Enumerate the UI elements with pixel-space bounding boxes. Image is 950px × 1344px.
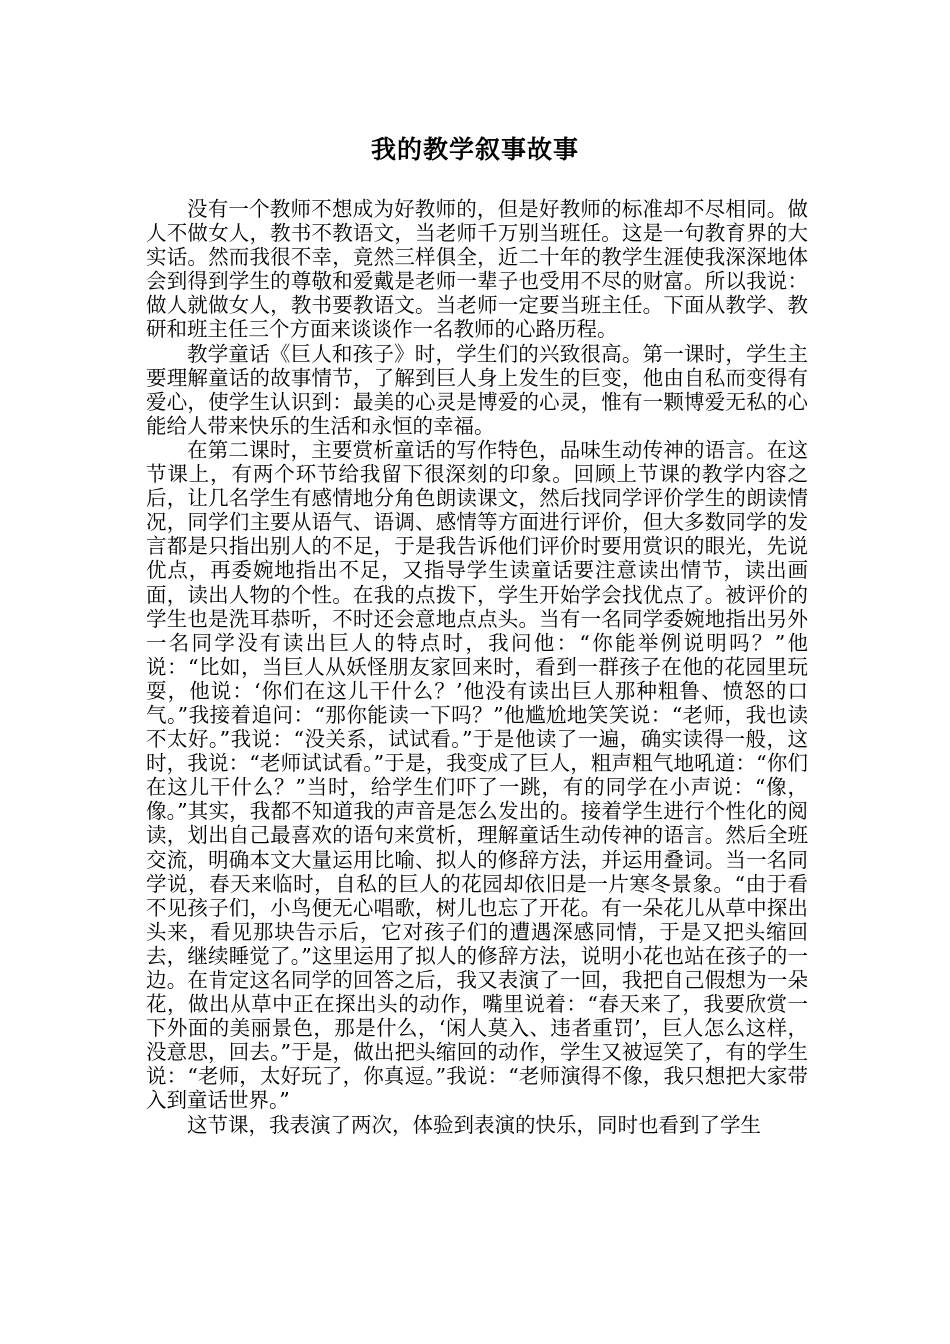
paragraph-intro: 没有一个教师不想成为好教师的，但是好教师的标准却不尽相同。做人不做女人，教书不教语文，当老师千万别当班任。这是一句教育界的大实话。然而我很不幸，竟然三样俱全，近二十年的教学生涯使我深深地体会到得到学生的尊敬和爱戴是老师一辈子也受用不尽的财富。所以我说：做人就做女人，教书要教语文。当老师一定要当班主任。下面从教学、教研和班主任三个方面来谈谈作一名教师的心路历程。 xyxy=(146,197,808,342)
paragraph-first-lesson: 教学童话《巨人和孩子》时，学生们的兴致很高。第一课时，学生主要理解童话的故事情节，了解到巨人身上发生的巨变，他由自私而变得有爱心，使学生认识到：最美的心灵是博爱的心灵，惟有一颗博爱无私的心能给人带来快乐的生活和永恒的幸福。 xyxy=(146,341,808,438)
paragraph-second-lesson: 在第二课时，主要赏析童话的写作特色，品味生动传神的语言。在这节课上，有两个环节给我留下很深刻的印象。回顾上节课的教学内容之后，让几名学生有感情地分角色朗读课文，然后找同学评价学生的朗读情况，同学们主要从语气、语调、感情等方面进行评价，但大多数同学的发言都是只指出别人的不足，于是我告诉他们评价时要用赏识的眼光，先说优点，再委婉地指出不足，又指导学生读童话要注意读出情节，读出画面，读出人物的个性。在我的点拨下，学生开始学会找优点了。被评价的学生也是洗耳恭听，不时还会意地点点头。当有一名同学委婉地指出另外一名同学没有读出巨人的特点时，我问他：“你能举例说明吗？”他说：“比如，当巨人从妖怪朋友家回来时，看到一群孩子在他的花园里玩耍，他说：‘你们在这儿干什么？’他没有读出巨人那种粗鲁、愤怒的口气。”我接着追问：“那你能读一下吗？”他尴尬地笑笑说：“老师，我也读不太好。”我说：“没关系，试试看。”于是他读了一遍，确实读得一般，这时，我说：“老师试试看。”于是，我变成了巨人，粗声粗气地吼道：“你们在这儿干什么？”当时，给学生们吓了一跳，有的同学在小声说：“像，像。”其实，我都不知道我的声音是怎么发出的。接着学生进行个性化的阅读，划出自己最喜欢的语句来赏析，理解童话生动传神的语言。然后全班交流，明确本文大量运用比喻、拟人的修辞方法，并运用叠词。当一名同学说，春天来临时，自私的巨人的花园却依旧是一片寒冬景象。“由于看不见孩子们，小鸟便无心唱歌，树儿也忘了开花。有一朵花儿从草中探出头来，看见那块告示后，它对孩子们的遭遇深感同情，于是又把头缩回去，继续睡觉了。”这里运用了拟人的修辞方法，说明小花也站在孩子的一边。在肯定这名同学的回答之后，我又表演了一回，我把自己假想为一朵花，做出从草中正在探出头的动作，嘴里说着：“春天来了，我要欣赏一下外面的美丽景色，那是什么，‘闲人莫入、违者重罚’，巨人怎么这样，没意思，回去。”于是，做出把头缩回的动作，学生又被逗笑了，有的学生说：“老师，太好玩了，你真逗。”我说：“老师演得不像，我只想把大家带入到童话世界。” xyxy=(146,437,808,1113)
document-body xyxy=(146,197,808,1137)
paragraph-reflection: 这节课，我表演了两次，体验到表演的快乐，同时也看到了学生 xyxy=(187,1112,761,1137)
document-title: 我的教学叙事故事 xyxy=(370,135,579,164)
